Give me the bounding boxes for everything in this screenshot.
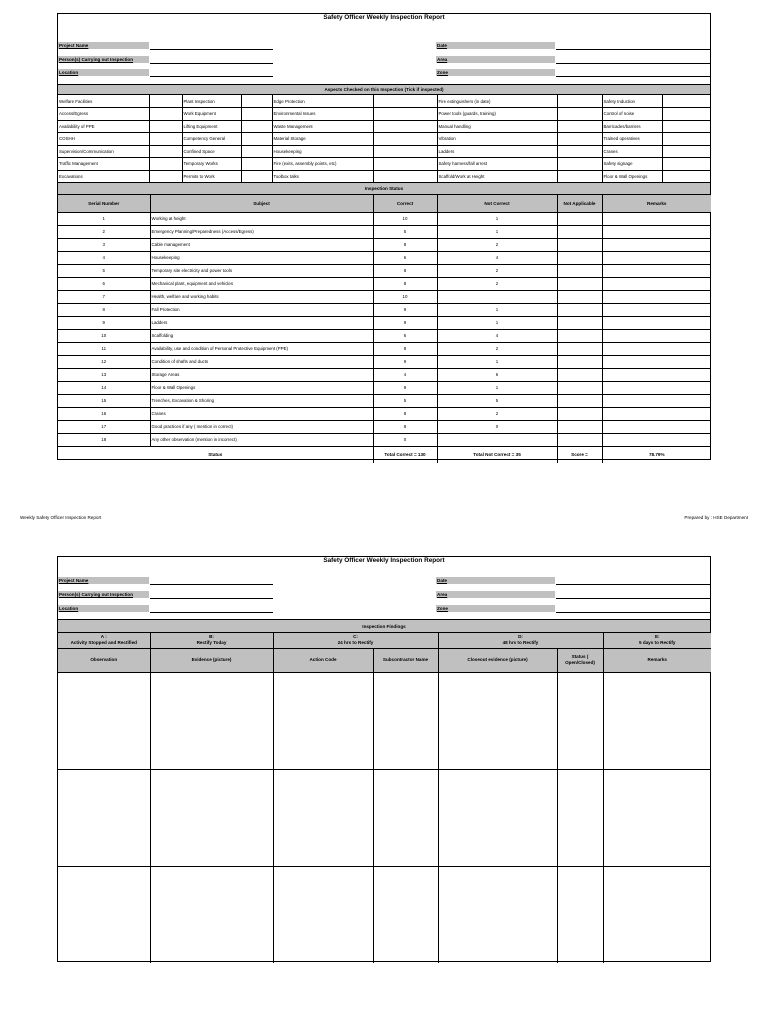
correct-count: 6	[373, 329, 437, 342]
serial-number: 3	[58, 238, 150, 251]
remarks[interactable]	[602, 264, 711, 277]
page-footer-left: Weekly Safety Officer Inspection Report	[20, 515, 102, 520]
aspect-tick-box[interactable]	[149, 133, 182, 146]
aspect-tick-box[interactable]	[149, 120, 182, 133]
aspect-label: Waste Management	[272, 120, 373, 133]
aspect-label: Fire extinguishers (in date)	[437, 95, 557, 108]
not-applicable[interactable]	[557, 225, 602, 238]
date-label: Date	[436, 42, 555, 49]
date-field-2[interactable]	[556, 577, 711, 585]
inspection-findings-sheet	[57, 556, 711, 962]
serial-number: 1	[58, 212, 150, 225]
finding-cell[interactable]	[58, 672, 150, 769]
not-applicable[interactable]	[557, 433, 602, 446]
correct-count: 10	[373, 212, 437, 225]
not-applicable[interactable]	[557, 420, 602, 433]
category-b-text: Rectify Today	[196, 640, 227, 646]
subject: Floor & Wall Openings	[150, 381, 373, 394]
not-correct-count: 1	[437, 355, 557, 368]
col-subject: Subject	[150, 195, 373, 212]
score-label: Score =	[557, 446, 602, 463]
aspect-label: Environmental Issues	[272, 108, 373, 121]
finding-row	[58, 866, 711, 963]
finding-cell[interactable]	[557, 672, 603, 769]
project-name-field-2[interactable]	[150, 577, 273, 585]
table-row	[58, 303, 711, 316]
aspect-label: Fire (exits, assembly points, etc)	[272, 158, 373, 171]
remarks[interactable]	[602, 381, 711, 394]
category-c-text: 24 hrs to Rectify	[337, 640, 374, 646]
not-applicable[interactable]	[557, 264, 602, 277]
category-e-code: E:	[654, 634, 660, 640]
remarks[interactable]	[602, 420, 711, 433]
category-e	[603, 633, 711, 648]
correct-count: 9	[373, 355, 437, 368]
aspect-tick-box[interactable]	[662, 145, 711, 158]
table-row	[58, 212, 711, 225]
not-applicable[interactable]	[557, 251, 602, 264]
aspect-tick-box[interactable]	[149, 145, 182, 158]
col-remarks-2: Remarks	[603, 648, 711, 672]
col-subcontractor: Subcontractor Name	[373, 648, 438, 672]
aspect-tick-box[interactable]	[373, 95, 437, 108]
remarks[interactable]	[602, 238, 711, 251]
serial-number: 9	[58, 316, 150, 329]
findings-table	[58, 633, 711, 963]
serial-number: 10	[58, 329, 150, 342]
aspect-row	[58, 158, 711, 171]
aspect-tick-box[interactable]	[241, 158, 272, 171]
finding-cell[interactable]	[373, 866, 438, 963]
table-row	[58, 381, 711, 394]
aspect-label: Edge Protection	[272, 95, 373, 108]
category-a	[58, 633, 150, 648]
not-correct-count: 2	[437, 277, 557, 290]
aspect-row	[58, 108, 711, 121]
not-applicable[interactable]	[557, 212, 602, 225]
table-row	[58, 316, 711, 329]
correct-count: 9	[373, 381, 437, 394]
aspect-tick-box[interactable]	[373, 145, 437, 158]
col-serial-number: Serial Number	[58, 195, 150, 212]
aspect-row	[58, 120, 711, 133]
finding-cell[interactable]	[603, 769, 711, 866]
remarks[interactable]	[602, 394, 711, 407]
not-correct-count: 0	[437, 420, 557, 433]
aspect-tick-box[interactable]	[149, 95, 182, 108]
table-row	[58, 355, 711, 368]
persons-label: Person(s) Carrying out Inspection	[58, 56, 149, 63]
aspect-tick-box[interactable]	[149, 170, 182, 183]
inspection-status-table	[58, 195, 711, 463]
aspect-row	[58, 133, 711, 146]
location-field[interactable]	[150, 69, 273, 77]
finding-cell[interactable]	[273, 769, 373, 866]
not-correct-count: 2	[437, 264, 557, 277]
zone-label-2: Zone	[436, 605, 555, 612]
aspect-tick-box[interactable]	[557, 158, 602, 171]
aspect-row	[58, 145, 711, 158]
correct-count: 8	[373, 420, 437, 433]
finding-cell[interactable]	[603, 866, 711, 963]
aspect-label: Barricades/barriers	[602, 120, 662, 133]
zone-field-2[interactable]	[556, 605, 711, 613]
table-row	[58, 290, 711, 303]
col-correct: Correct	[373, 195, 437, 212]
not-applicable[interactable]	[557, 355, 602, 368]
aspect-tick-box[interactable]	[662, 158, 711, 171]
category-d-code: D:	[518, 634, 523, 640]
aspect-tick-box[interactable]	[557, 133, 602, 146]
remarks[interactable]	[602, 316, 711, 329]
table-row	[58, 225, 711, 238]
subject: Ladders	[150, 316, 373, 329]
category-b-code: B:	[209, 634, 214, 640]
not-applicable[interactable]	[557, 316, 602, 329]
aspects-table	[58, 95, 711, 183]
col-not-correct: Not Correct	[437, 195, 557, 212]
subject: Mechanical plant, equipment and vehicles	[150, 277, 373, 290]
not-applicable[interactable]	[557, 342, 602, 355]
col-remarks: Remarks	[602, 195, 711, 212]
not-applicable[interactable]	[557, 407, 602, 420]
col-evidence: Evidence (picture)	[150, 648, 273, 672]
area-field-2[interactable]	[556, 591, 711, 599]
aspect-label: Toolbox talks	[272, 170, 373, 183]
aspect-label: Safety harness/fall arrest	[437, 158, 557, 171]
subject: Any other observation (mention in incorrect)	[150, 433, 373, 446]
persons-field-2[interactable]	[150, 591, 273, 599]
subject: Trenches, Excavation & Shoring	[150, 394, 373, 407]
remarks[interactable]	[602, 225, 711, 238]
finding-row	[58, 769, 711, 866]
aspect-label: Manual handling	[437, 120, 557, 133]
not-applicable[interactable]	[557, 290, 602, 303]
aspect-label: Vibration	[437, 133, 557, 146]
finding-cell[interactable]	[150, 769, 273, 866]
aspect-tick-box[interactable]	[557, 145, 602, 158]
aspect-tick-box[interactable]	[149, 158, 182, 171]
score-value: 78.79%	[602, 446, 711, 463]
aspect-label: Traffic Management	[58, 158, 149, 171]
aspect-tick-box[interactable]	[241, 145, 272, 158]
aspect-tick-box[interactable]	[373, 120, 437, 133]
table-row	[58, 277, 711, 290]
page-footer-right: Prepared by : HSE Department	[684, 515, 748, 520]
category-e-text: 5 days to Rectify	[638, 640, 676, 646]
finding-cell[interactable]	[557, 866, 603, 963]
area-label-2: Area	[436, 591, 555, 598]
aspect-tick-box[interactable]	[373, 108, 437, 121]
aspect-label: Supervision/Communication	[58, 145, 149, 158]
aspect-label: Material Storage	[272, 133, 373, 146]
finding-cell[interactable]	[438, 866, 557, 963]
table-row	[58, 368, 711, 381]
not-applicable[interactable]	[557, 381, 602, 394]
aspect-label: Safety signage	[602, 158, 662, 171]
subject: Cable management	[150, 238, 373, 251]
serial-number: 11	[58, 342, 150, 355]
aspect-label: Scaffold/Work at Height	[437, 170, 557, 183]
subject: Housekeeping	[150, 251, 373, 264]
zone-label: Zone	[436, 69, 555, 76]
col-observation: Observation	[58, 648, 150, 672]
finding-cell[interactable]	[373, 672, 438, 769]
finding-row	[58, 672, 711, 769]
date-label-2: Date	[436, 577, 555, 584]
not-correct-count: 1	[437, 316, 557, 329]
aspect-tick-box[interactable]	[662, 120, 711, 133]
remarks[interactable]	[602, 433, 711, 446]
table-row	[58, 420, 711, 433]
not-correct-count: 1	[437, 212, 557, 225]
serial-number: 7	[58, 290, 150, 303]
not-applicable[interactable]	[557, 394, 602, 407]
not-applicable[interactable]	[557, 368, 602, 381]
aspect-tick-box[interactable]	[557, 120, 602, 133]
status-label: Status	[58, 446, 373, 463]
location-field-2[interactable]	[150, 605, 273, 613]
table-row	[58, 394, 711, 407]
finding-cell[interactable]	[438, 769, 557, 866]
aspect-tick-box[interactable]	[241, 133, 272, 146]
not-correct-count: 1	[437, 225, 557, 238]
aspect-label: Plant Inspection	[182, 95, 241, 108]
date-field[interactable]	[556, 42, 711, 50]
report-title: Safety Officer Weekly Inspection Report	[323, 14, 445, 21]
remarks[interactable]	[602, 251, 711, 264]
not-correct-count	[437, 433, 557, 446]
remarks[interactable]	[602, 290, 711, 303]
zone-field[interactable]	[556, 69, 711, 77]
correct-count: 8	[373, 277, 437, 290]
correct-count: 8	[373, 238, 437, 251]
aspect-label: Welfare Facilities	[58, 95, 149, 108]
table-row	[58, 264, 711, 277]
table-row	[58, 433, 711, 446]
finding-cell[interactable]	[557, 769, 603, 866]
aspect-tick-box[interactable]	[662, 170, 711, 183]
correct-count: 8	[373, 407, 437, 420]
findings-title: Inspection Findings	[58, 619, 710, 633]
remarks[interactable]	[602, 277, 711, 290]
not-correct-count: 4	[437, 329, 557, 342]
aspect-label: Competency General	[182, 133, 241, 146]
finding-cell[interactable]	[603, 672, 711, 769]
aspect-label: Work Equipment	[182, 108, 241, 121]
correct-count: 10	[373, 290, 437, 303]
not-correct-count: 4	[437, 251, 557, 264]
col-status: Status ( Open/Closed)	[557, 648, 603, 672]
aspect-label: Floor & Wall Openings	[602, 170, 662, 183]
finding-cell[interactable]	[150, 672, 273, 769]
aspect-label: Lifting Equipment	[182, 120, 241, 133]
correct-count: 8	[373, 342, 437, 355]
serial-number: 6	[58, 277, 150, 290]
correct-count: 6	[373, 251, 437, 264]
aspect-row	[58, 170, 711, 183]
project-name-field[interactable]	[150, 42, 273, 50]
aspect-tick-box[interactable]	[373, 170, 437, 183]
aspect-label: Availability of PPE	[58, 120, 149, 133]
serial-number: 8	[58, 303, 150, 316]
not-correct-count	[437, 290, 557, 303]
report-title-2: Safety Officer Weekly Inspection Report	[323, 557, 445, 564]
aspect-label: Cranes	[602, 145, 662, 158]
aspect-label: Confined Space	[182, 145, 241, 158]
correct-count: 4	[373, 368, 437, 381]
category-a-code: A :	[100, 634, 107, 640]
aspect-tick-box[interactable]	[373, 158, 437, 171]
category-b	[150, 633, 273, 648]
aspect-tick-box[interactable]	[662, 95, 711, 108]
serial-number: 14	[58, 381, 150, 394]
correct-count: 5	[373, 225, 437, 238]
aspect-label: COSHH	[58, 133, 149, 146]
not-correct-count: 2	[437, 342, 557, 355]
category-d-text: 48 hrs to Rectify	[502, 640, 539, 646]
category-c	[273, 633, 438, 648]
aspect-label: Control of noise	[602, 108, 662, 121]
aspects-title: Aspects Checked on this Inspection (Tick if inspected)	[58, 84, 710, 95]
subject: Temporary site electricity and power tools	[150, 264, 373, 277]
subject: Emergency Planning/Preparedness (Access/Egress)	[150, 225, 373, 238]
remarks[interactable]	[602, 355, 711, 368]
aspect-row	[58, 95, 711, 108]
project-name-label: Project Name	[58, 42, 149, 49]
subject: Fall Protection	[150, 303, 373, 316]
header-info	[58, 22, 710, 75]
aspect-label: Housekeeping	[272, 145, 373, 158]
aspect-tick-box[interactable]	[149, 108, 182, 121]
finding-cell[interactable]	[273, 672, 373, 769]
table-row	[58, 251, 711, 264]
correct-count: 9	[373, 303, 437, 316]
aspect-label: Safety Induction	[602, 95, 662, 108]
finding-cell[interactable]	[373, 769, 438, 866]
remarks[interactable]	[602, 212, 711, 225]
aspect-tick-box[interactable]	[557, 95, 602, 108]
serial-number: 2	[58, 225, 150, 238]
aspect-label: Excavations	[58, 170, 149, 183]
area-field[interactable]	[556, 56, 711, 64]
aspect-label: Power tools (guards, training)	[437, 108, 557, 121]
serial-number: 16	[58, 407, 150, 420]
location-label-2: Location	[58, 605, 149, 612]
not-correct-count: 5	[437, 394, 557, 407]
aspect-tick-box[interactable]	[557, 108, 602, 121]
not-correct-count: 2	[437, 407, 557, 420]
category-d	[438, 633, 603, 648]
aspect-label: Temporary Works	[182, 158, 241, 171]
persons-field[interactable]	[150, 56, 273, 64]
finding-cell[interactable]	[58, 866, 150, 963]
aspect-label: Trained operatives	[602, 133, 662, 146]
serial-number: 13	[58, 368, 150, 381]
aspect-tick-box[interactable]	[241, 95, 272, 108]
area-label: Area	[436, 56, 555, 63]
serial-number: 18	[58, 433, 150, 446]
subject: Good practices if any ( mention in correct)	[150, 420, 373, 433]
table-row	[58, 329, 711, 342]
subject: Storage Areas	[150, 368, 373, 381]
subject: Cranes	[150, 407, 373, 420]
aspect-label: Access/Egress	[58, 108, 149, 121]
not-correct-count: 2	[437, 238, 557, 251]
correct-count: 8	[373, 264, 437, 277]
subject: Condition of shafts and ducts	[150, 355, 373, 368]
col-action-code: Action Code	[273, 648, 373, 672]
finding-cell[interactable]	[150, 866, 273, 963]
correct-count: 5	[373, 394, 437, 407]
aspect-tick-box[interactable]	[557, 170, 602, 183]
location-label: Location	[58, 69, 149, 76]
category-c-code: C:	[353, 634, 358, 640]
aspect-tick-box[interactable]	[241, 108, 272, 121]
correct-count: 9	[373, 316, 437, 329]
inspection-report-sheet	[57, 13, 711, 460]
aspect-tick-box[interactable]	[241, 120, 272, 133]
finding-cell[interactable]	[273, 866, 373, 963]
col-not-applicable: Not Applicable	[557, 195, 602, 212]
aspect-tick-box[interactable]	[241, 170, 272, 183]
total-correct: Total Correct = 130	[373, 446, 437, 463]
correct-count: 0	[373, 433, 437, 446]
remarks[interactable]	[602, 329, 711, 342]
remarks[interactable]	[602, 407, 711, 420]
finding-cell[interactable]	[58, 769, 150, 866]
subject: Scaffolding	[150, 329, 373, 342]
subject: Availability, use and condition of Personal Protective Equipment (PPE)	[150, 342, 373, 355]
not-applicable[interactable]	[557, 329, 602, 342]
remarks[interactable]	[602, 303, 711, 316]
total-not-correct: Total Not Correct = 35	[437, 446, 557, 463]
table-row	[58, 238, 711, 251]
subject: Health, welfare and working habits	[150, 290, 373, 303]
not-applicable[interactable]	[557, 238, 602, 251]
persons-label-2: Person(s) Carrying out Inspection	[58, 591, 149, 598]
aspect-label: Permits to Work	[182, 170, 241, 183]
project-name-label-2: Project Name	[58, 577, 149, 584]
not-applicable[interactable]	[557, 277, 602, 290]
aspect-tick-box[interactable]	[373, 133, 437, 146]
serial-number: 5	[58, 264, 150, 277]
subject: Working at height	[150, 212, 373, 225]
remarks[interactable]	[602, 368, 711, 381]
not-applicable[interactable]	[557, 303, 602, 316]
not-correct-count: 1	[437, 381, 557, 394]
serial-number: 15	[58, 394, 150, 407]
table-row	[58, 407, 711, 420]
header-info-2	[58, 565, 710, 615]
remarks[interactable]	[602, 342, 711, 355]
serial-number: 4	[58, 251, 150, 264]
serial-number: 12	[58, 355, 150, 368]
col-closeout-evidence: Closeout evidence (picture)	[438, 648, 557, 672]
aspect-label: Ladders	[437, 145, 557, 158]
category-a-text: Activity Stopped and Rectified	[70, 640, 137, 646]
finding-cell[interactable]	[438, 672, 557, 769]
not-correct-count: 1	[437, 303, 557, 316]
not-correct-count: 6	[437, 368, 557, 381]
table-row	[58, 342, 711, 355]
inspection-status-title: Inspection Status	[58, 183, 710, 195]
aspect-tick-box[interactable]	[662, 108, 711, 121]
serial-number: 17	[58, 420, 150, 433]
aspect-tick-box[interactable]	[662, 133, 711, 146]
